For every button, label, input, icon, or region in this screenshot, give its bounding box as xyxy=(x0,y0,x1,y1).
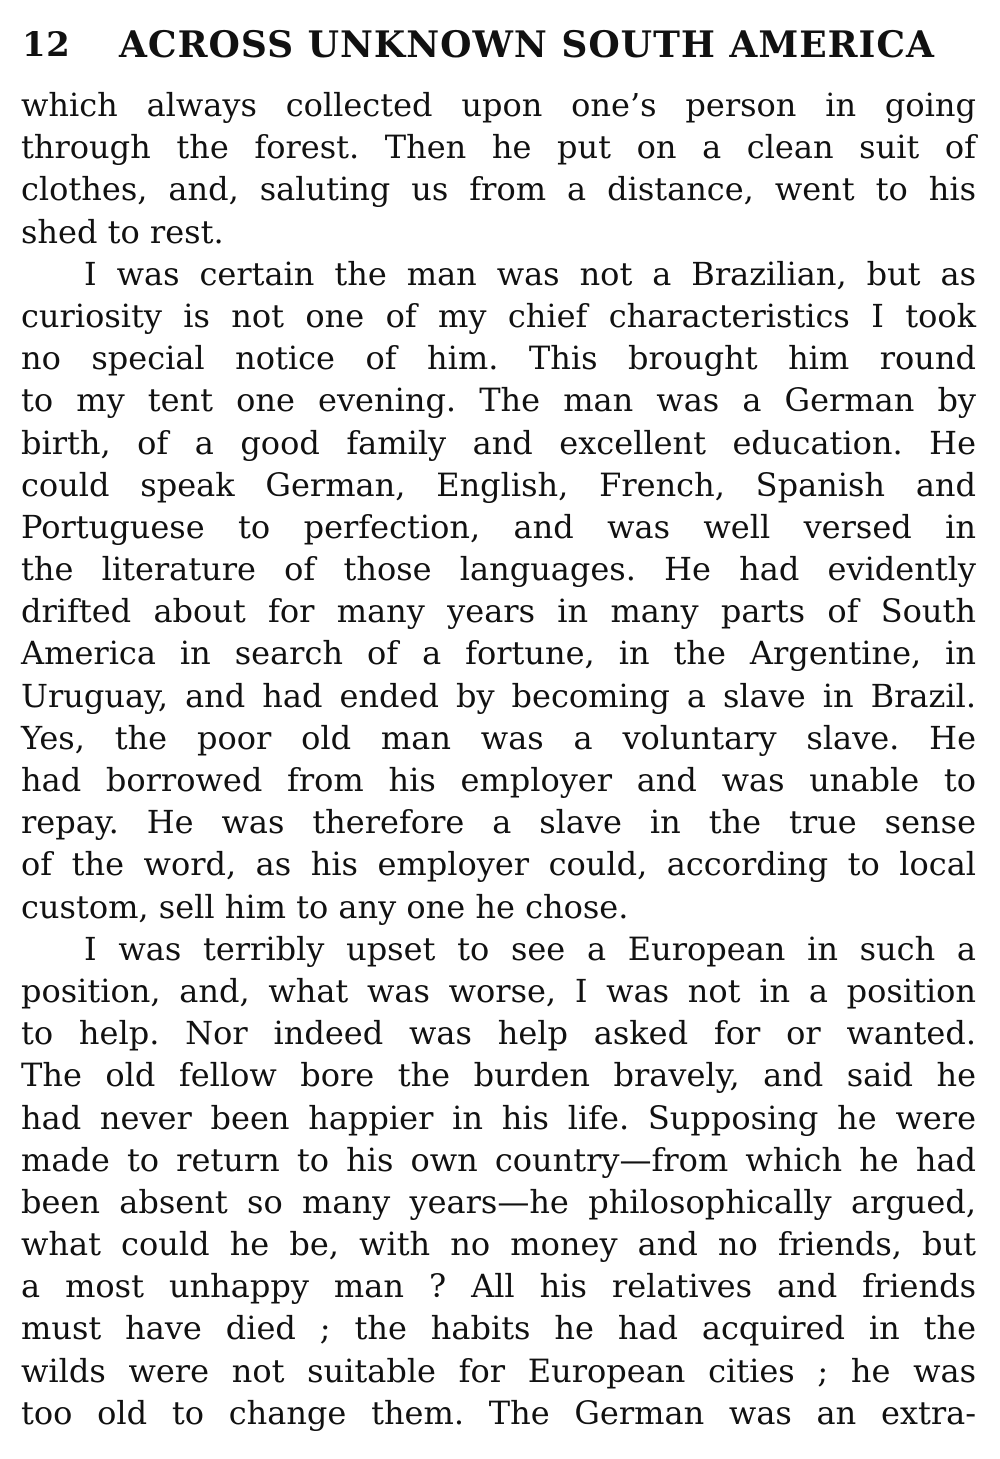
text-line: curiosity is not one of my chief characteristics I took xyxy=(21,296,976,335)
text-line: position, and, what was worse, I was not in a position xyxy=(21,971,976,1010)
paragraph xyxy=(21,253,976,928)
text-line: birth, of a good family and excellent education. He xyxy=(21,423,976,462)
text-line: shed to rest. xyxy=(21,212,224,251)
text-line: clothes, and, saluting us from a distance, went to his xyxy=(21,170,976,209)
text-line: too old to change them. The German was an extra- xyxy=(21,1393,976,1432)
text-line: Uruguay, and had ended by becoming a slave in Brazil. xyxy=(21,676,976,715)
text-line: The old fellow bore the burden bravely, and said he xyxy=(21,1056,976,1095)
text-line: through the forest. Then he put on a clean suit of xyxy=(21,128,976,167)
text-line: Portuguese to perfection, and was well versed in xyxy=(21,507,976,546)
text-line: to help. Nor indeed was help asked for or wanted. xyxy=(21,1014,976,1053)
text-line: must have died ; the habits he had acquired in the xyxy=(21,1309,976,1348)
text-line: no special notice of him. This brought him round xyxy=(21,339,976,378)
paragraph xyxy=(21,928,976,1434)
text-line: to my tent one evening. The man was a German by xyxy=(21,381,976,420)
text-line: I was terribly upset to see a European in such a xyxy=(84,929,976,968)
text-line: what could he be, with no money and no friends, but xyxy=(21,1225,976,1264)
paragraph xyxy=(21,84,976,253)
text-line: America in search of a fortune, in the Argentine, in xyxy=(21,634,976,673)
page-header xyxy=(18,22,978,72)
body-text xyxy=(21,84,976,1434)
text-line: custom, sell him to any one he chose. xyxy=(21,887,629,926)
text-line: repay. He was therefore a slave in the true sense xyxy=(21,803,976,842)
text-line: a most unhappy man ? All his relatives and friends xyxy=(21,1267,976,1306)
text-line: which always collected upon one’s person in going xyxy=(21,86,976,124)
page-number: 12 xyxy=(22,25,71,65)
text-line: I was certain the man was not a Brazilian, but as xyxy=(84,254,976,293)
text-line: made to return to his own country—from which he had xyxy=(21,1140,976,1179)
text-line: could speak German, English, French, Spanish and xyxy=(21,465,976,504)
text-line: drifted about for many years in many parts of South xyxy=(21,592,976,631)
text-line: had never been happier in his life. Supposing he were xyxy=(21,1098,976,1137)
text-line: had borrowed from his employer and was unable to xyxy=(21,761,976,799)
text-line: wilds were not suitable for European cities ; he was xyxy=(21,1351,976,1390)
text-line: the literature of those languages. He had evidently xyxy=(21,550,976,589)
running-head: ACROSS UNKNOWN SOUTH AMERICA xyxy=(119,24,935,66)
text-line: Yes, the poor old man was a voluntary slave. He xyxy=(21,718,976,757)
text-line: been absent so many years—he philosophically argued, xyxy=(21,1182,976,1221)
text-line: of the word, as his employer could, according to local xyxy=(21,845,976,884)
